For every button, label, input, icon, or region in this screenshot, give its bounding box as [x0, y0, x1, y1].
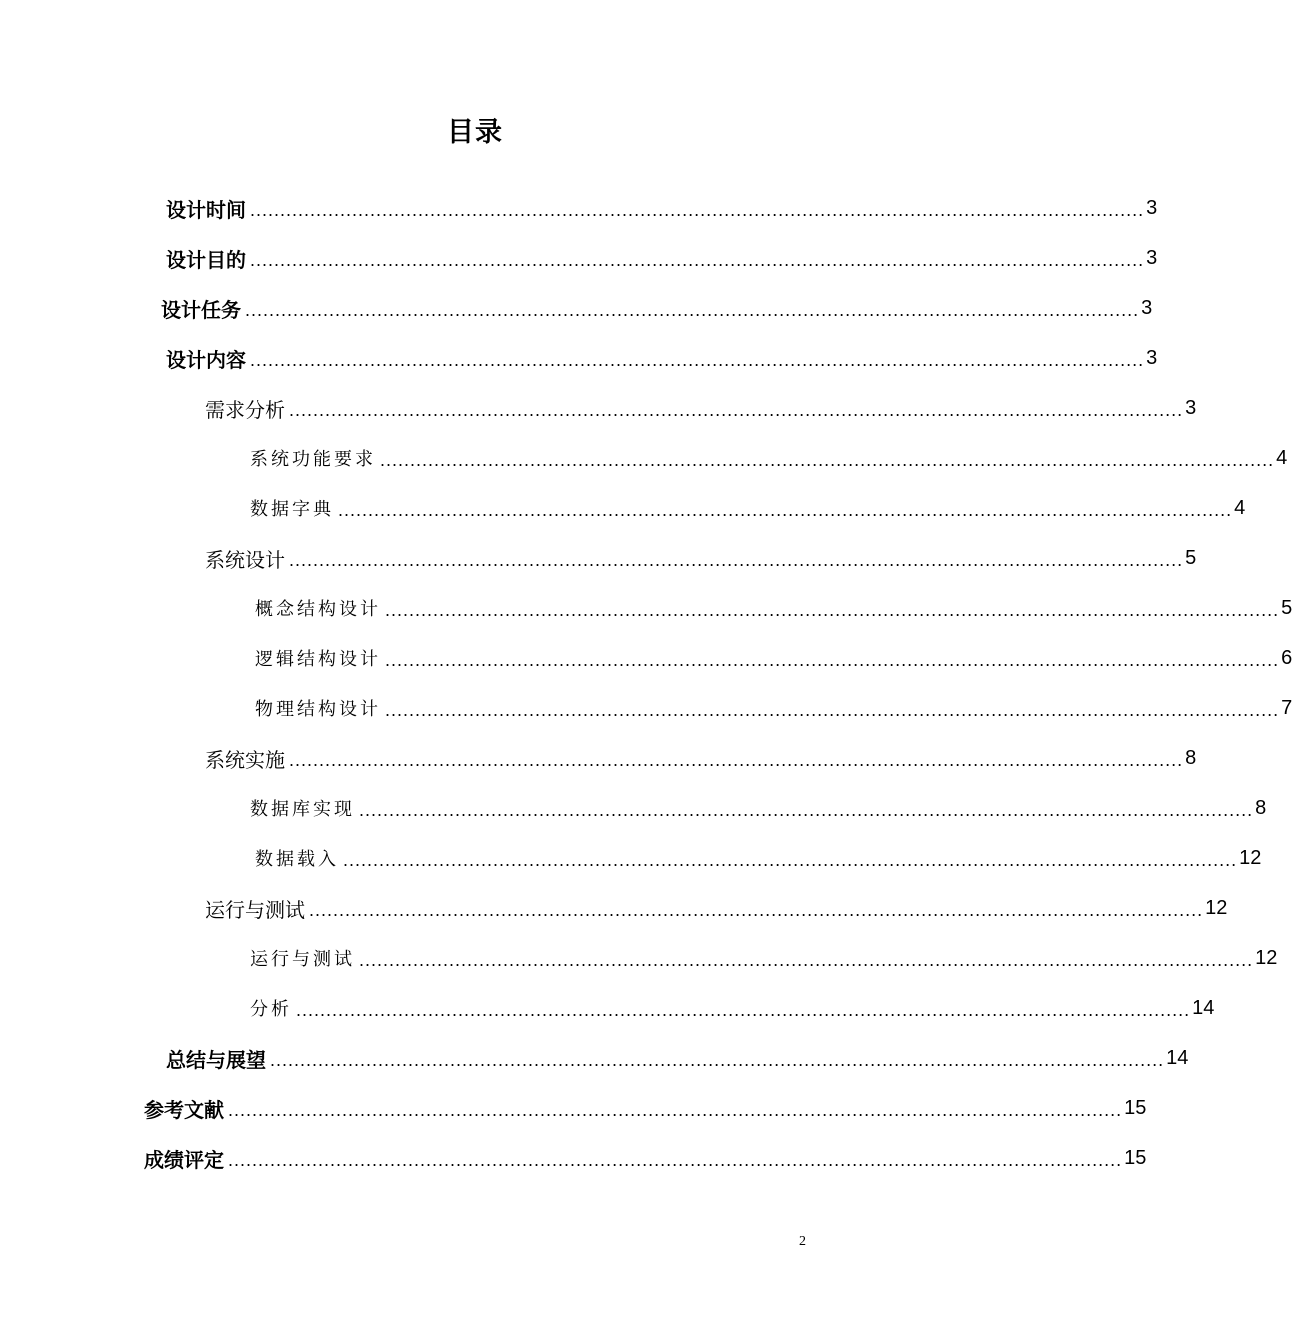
toc-dot-leader: .....................................................................................................................................................: [250, 199, 1145, 220]
toc-dot-leader: .....................................................................................................................................................: [359, 799, 1254, 820]
toc-entry-label: 系统实施: [205, 747, 285, 772]
toc-entry-label: 设计目的: [166, 247, 246, 272]
toc-entry-page: 5: [1185, 546, 1197, 569]
toc-dot-leader: .....................................................................................................................................................: [359, 949, 1254, 970]
toc-entry[interactable]: [144, 1133, 1147, 1183]
toc-dot-leader: .....................................................................................................................................................: [380, 449, 1275, 470]
toc-entry-page: 14: [1192, 996, 1215, 1019]
toc-dot-leader: .....................................................................................................................................................: [385, 699, 1280, 720]
toc-dot-leader: .....................................................................................................................................................: [385, 599, 1280, 620]
toc-dot-leader: .....................................................................................................................................................: [228, 1149, 1123, 1170]
toc-dot-leader: .....................................................................................................................................................: [343, 849, 1238, 870]
toc-entry-page: 15: [1124, 1146, 1147, 1169]
toc-entry-page: 3: [1146, 246, 1158, 269]
toc-entry-label: 设计时间: [166, 197, 246, 222]
toc-entry-page: 15: [1124, 1096, 1147, 1119]
toc-entry[interactable]: [250, 783, 1267, 833]
toc-entry[interactable]: [144, 1083, 1147, 1133]
toc-entry-label: 运行与测试: [205, 897, 305, 922]
toc-entry-label: 分析: [250, 999, 292, 1020]
toc-entry-page: 4: [1276, 446, 1288, 469]
toc-entry-label: 需求分析: [205, 397, 285, 422]
toc-entry-label: 物理结构设计: [255, 699, 381, 720]
toc-entry-page: 3: [1185, 396, 1197, 419]
toc-dot-leader: .....................................................................................................................................................: [228, 1099, 1123, 1120]
toc-entry-label: 成绩评定: [144, 1147, 224, 1172]
toc-entry-label: 运行与测试: [250, 949, 355, 970]
toc-dot-leader: .....................................................................................................................................................: [245, 299, 1140, 320]
toc-entry-label: 数据载入: [255, 849, 339, 870]
toc-entry-page: 3: [1146, 196, 1158, 219]
toc-entry-page: 12: [1255, 946, 1278, 969]
toc-dot-leader: .....................................................................................................................................................: [309, 899, 1204, 920]
toc-entry-label: 概念结构设计: [255, 599, 381, 620]
toc-entry[interactable]: [205, 733, 1197, 783]
toc-entry[interactable]: [205, 533, 1197, 583]
toc-entry[interactable]: [255, 633, 1292, 683]
toc-entry-page: 12: [1205, 896, 1228, 919]
toc-entry[interactable]: [250, 983, 1215, 1033]
page-number: 2: [799, 1234, 806, 1249]
toc-dot-leader: .....................................................................................................................................................: [338, 499, 1233, 520]
toc-entry-label: 设计内容: [166, 347, 246, 372]
toc-entry-label: 系统功能要求: [250, 449, 376, 470]
toc-entry-label: 系统设计: [205, 547, 285, 572]
toc-entry[interactable]: [205, 383, 1197, 433]
toc-entry[interactable]: [205, 883, 1228, 933]
toc-entry-page: 8: [1255, 796, 1267, 819]
toc-entry-page: 8: [1185, 746, 1197, 769]
toc-entry[interactable]: [250, 483, 1246, 533]
toc-entry-page: 12: [1239, 846, 1262, 869]
toc-dot-leader: .....................................................................................................................................................: [250, 349, 1145, 370]
toc-entry[interactable]: [255, 683, 1292, 733]
toc-entry-page: 3: [1146, 346, 1158, 369]
toc-entry-page: 4: [1234, 496, 1246, 519]
toc-entry-label: 总结与展望: [166, 1047, 266, 1072]
toc-dot-leader: .....................................................................................................................................................: [250, 249, 1145, 270]
toc-dot-leader: .....................................................................................................................................................: [289, 549, 1184, 570]
toc-entry-label: 数据字典: [250, 499, 334, 520]
toc-entry[interactable]: [255, 583, 1292, 633]
toc-entry[interactable]: [250, 933, 1278, 983]
toc-entry-label: 设计任务: [161, 297, 241, 322]
toc-entry-page: 3: [1141, 296, 1153, 319]
toc-dot-leader: .....................................................................................................................................................: [289, 749, 1184, 770]
toc-entry-label: 参考文献: [144, 1097, 224, 1122]
toc-entry[interactable]: [166, 1033, 1189, 1083]
toc-entry-page: 7: [1281, 696, 1292, 719]
toc-dot-leader: .....................................................................................................................................................: [289, 399, 1184, 420]
toc-entry[interactable]: [255, 833, 1262, 883]
toc-dot-leader: .....................................................................................................................................................: [385, 649, 1280, 670]
toc-dot-leader: .....................................................................................................................................................: [270, 1049, 1165, 1070]
toc-entry[interactable]: [166, 183, 1158, 233]
toc-entry[interactable]: [161, 283, 1153, 333]
toc-entry[interactable]: [166, 333, 1158, 383]
toc-dot-leader: .....................................................................................................................................................: [296, 999, 1191, 1020]
page-title: 目录: [447, 117, 503, 148]
toc-entry-label: 逻辑结构设计: [255, 649, 381, 670]
toc-entry[interactable]: [250, 433, 1288, 483]
toc-entry[interactable]: [166, 233, 1158, 283]
toc-entry-page: 6: [1281, 646, 1292, 669]
toc-entry-page: 14: [1166, 1046, 1189, 1069]
toc-entry-label: 数据库实现: [250, 799, 355, 820]
toc-entry-page: 5: [1281, 596, 1292, 619]
